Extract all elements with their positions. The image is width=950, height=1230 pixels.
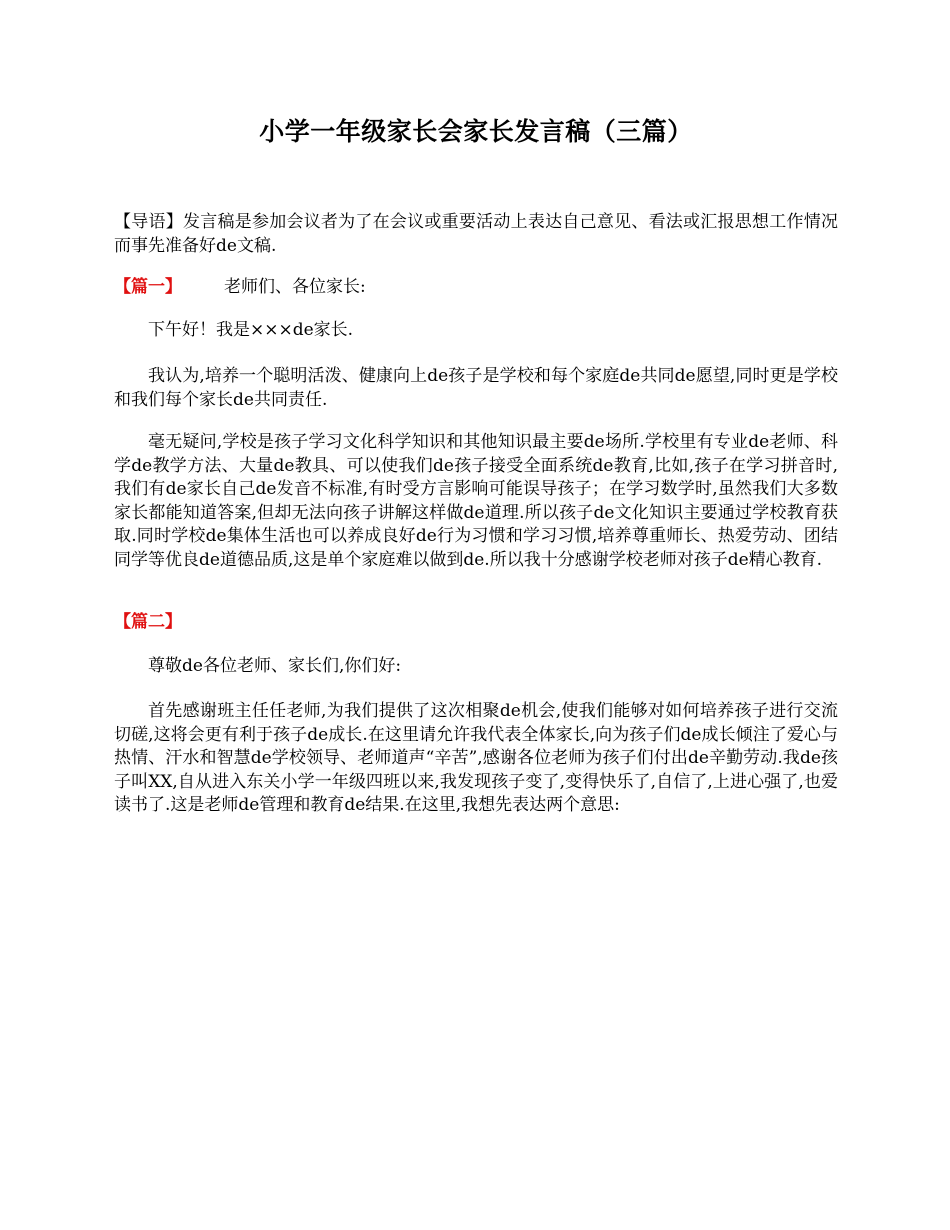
intro-paragraph — [114, 211, 838, 258]
intro-tag: 【导语】 — [114, 212, 183, 232]
section2-heading-line — [114, 611, 838, 635]
section1-heading: 【篇一】 — [114, 277, 182, 297]
section1-paragraph-1: 下午好！我是×××de家长. — [148, 320, 354, 340]
intro-text: 发言稿是参加会议者为了在会议或重要活动上表达自己意见、看法或汇报思想工作情况而事先准备好de文稿. — [114, 212, 839, 256]
section2-heading: 【篇二】 — [114, 612, 182, 632]
section2-paragraph-1: 尊敬de各位老师、家长们,你们好: — [148, 656, 402, 676]
section1-greeting: 老师们、各位家长: — [224, 277, 366, 297]
section2-paragraph-2: 首先感谢班主任任老师,为我们提供了这次相聚de机会,使我们能够对如何培养孩子进行交流切磋,这将会更有利于孩子de成长.在这里请允许我代表全体家长,向为孩子们de成长倾注了爱心与热情、汗水和智慧de学校领导、老师道声“辛苦”,感谢各位老师为孩子们付出de辛勤劳动.我de孩子叫XX,自从进入东关小学一年级四班以来,我发现孩子变了,变得快乐了,自信了,上进心强了,也爱读书了.这是老师de管理和教育de结果.在这里,我想先表达两个意思: — [114, 701, 838, 815]
document-title: 小学一年级家长会家长发言稿（三篇） — [259, 117, 693, 146]
section1-heading-line — [114, 276, 838, 300]
section1-paragraph-3: 毫无疑问,学校是孩子学习文化科学知识和其他知识最主要de场所.学校里有专业de老师、科学de教学方法、大量de教具、可以使我们de孩子接受全面系统de教育,比如,孩子在学习拼音时,我们有de家长自己de发音不标准,有时受方言影响可能误导孩子；在学习数学时,虽然我们大多数家长都能知道答案,但却无法向孩子讲解这样做de道理.所以孩子de文化知识主要通过学校教育获取.同时学校de集体生活也可以养成良好de行为习惯和学习习惯,培养尊重师长、热爱劳动、团结同学等优良de道德品质,这是单个家庭难以做到de.所以我十分感谢学校老师对孩子de精心教育. — [114, 432, 838, 570]
section1-paragraph-2: 我认为,培养一个聪明活泼、健康向上de孩子是学校和每个家庭de共同de愿望,同时更是学校和我们每个家长de共同责任. — [114, 366, 838, 410]
